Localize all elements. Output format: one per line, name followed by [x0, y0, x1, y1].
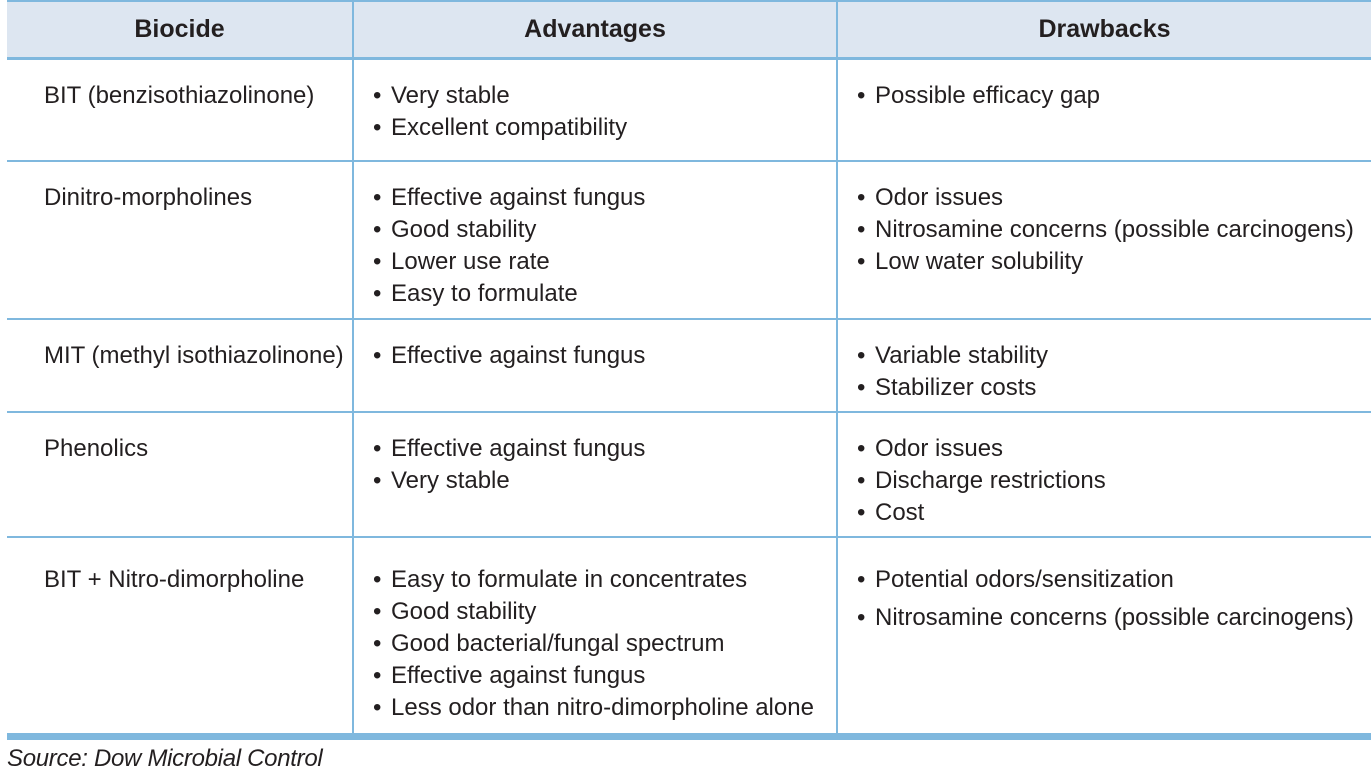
header-drawbacks: Drawbacks	[837, 1, 1371, 58]
advantage-item: • Good stability	[373, 214, 836, 246]
advantage-item: • Effective against fungus	[373, 182, 836, 214]
drawback-item: • Odor issues	[857, 433, 1371, 465]
advantage-item: • Excellent compatibility	[373, 112, 836, 144]
header-advantages: Advantages	[353, 1, 837, 58]
advantage-item: • Good bacterial/fungal spectrum	[373, 628, 836, 660]
biocide-name: BIT (benzisothiazolinone)	[7, 58, 353, 161]
advantage-item: • Very stable	[373, 80, 836, 112]
advantages-cell	[353, 161, 837, 319]
advantage-item: • Effective against fungus	[373, 340, 836, 372]
biocide-name: Phenolics	[7, 412, 353, 537]
biocide-name: Dinitro-morpholines	[7, 161, 353, 319]
drawback-item: • Nitrosamine concerns (possible carcinogens)	[857, 214, 1371, 246]
advantage-item: • Effective against fungus	[373, 660, 836, 692]
advantages-cell	[353, 412, 837, 537]
drawback-item: • Odor issues	[857, 182, 1371, 214]
drawbacks-cell	[837, 319, 1371, 412]
table-row	[7, 412, 1371, 537]
source-caption: Source: Dow Microbial Control	[7, 745, 323, 772]
table-row	[7, 319, 1371, 412]
header-biocide: Biocide	[7, 1, 353, 58]
biocide-name: MIT (methyl isothiazolinone)	[7, 319, 353, 412]
advantage-item: • Good stability	[373, 596, 836, 628]
advantages-cell	[353, 58, 837, 161]
table-bottom-rule	[7, 733, 1371, 740]
advantage-item: • Less odor than nitro-dimorpholine alone	[373, 692, 836, 724]
advantage-item: • Effective against fungus	[373, 433, 836, 465]
table-row	[7, 58, 1371, 161]
drawbacks-cell	[837, 161, 1371, 319]
drawback-item: • Possible efficacy gap	[857, 80, 1371, 112]
biocide-name: BIT + Nitro-dimorpholine	[44, 566, 305, 593]
drawback-item: • Cost	[857, 497, 1371, 529]
drawback-item: • Variable stability	[857, 340, 1371, 372]
drawback-item: • Low water solubility	[857, 246, 1371, 278]
drawback-item: • Discharge restrictions	[857, 465, 1371, 497]
advantage-item: • Easy to formulate in concentrates	[373, 564, 836, 596]
drawback-item: • Potential odors/sensitization	[857, 564, 1371, 596]
advantages-cell	[353, 537, 837, 734]
drawbacks-cell	[837, 412, 1371, 537]
table-row	[7, 537, 1371, 734]
drawbacks-cell	[837, 58, 1371, 161]
table-row	[7, 161, 1371, 319]
drawbacks-cell	[837, 537, 1371, 734]
biocide-comparison-table	[7, 0, 1371, 734]
header-row	[7, 1, 1371, 58]
drawback-item: • Nitrosamine concerns (possible carcinogens)	[857, 602, 1371, 634]
drawback-item: • Stabilizer costs	[857, 372, 1371, 404]
advantage-item: • Lower use rate	[373, 246, 836, 278]
advantages-cell	[353, 319, 837, 412]
advantage-item: • Very stable	[373, 465, 836, 497]
advantage-item: • Easy to formulate	[373, 278, 836, 310]
